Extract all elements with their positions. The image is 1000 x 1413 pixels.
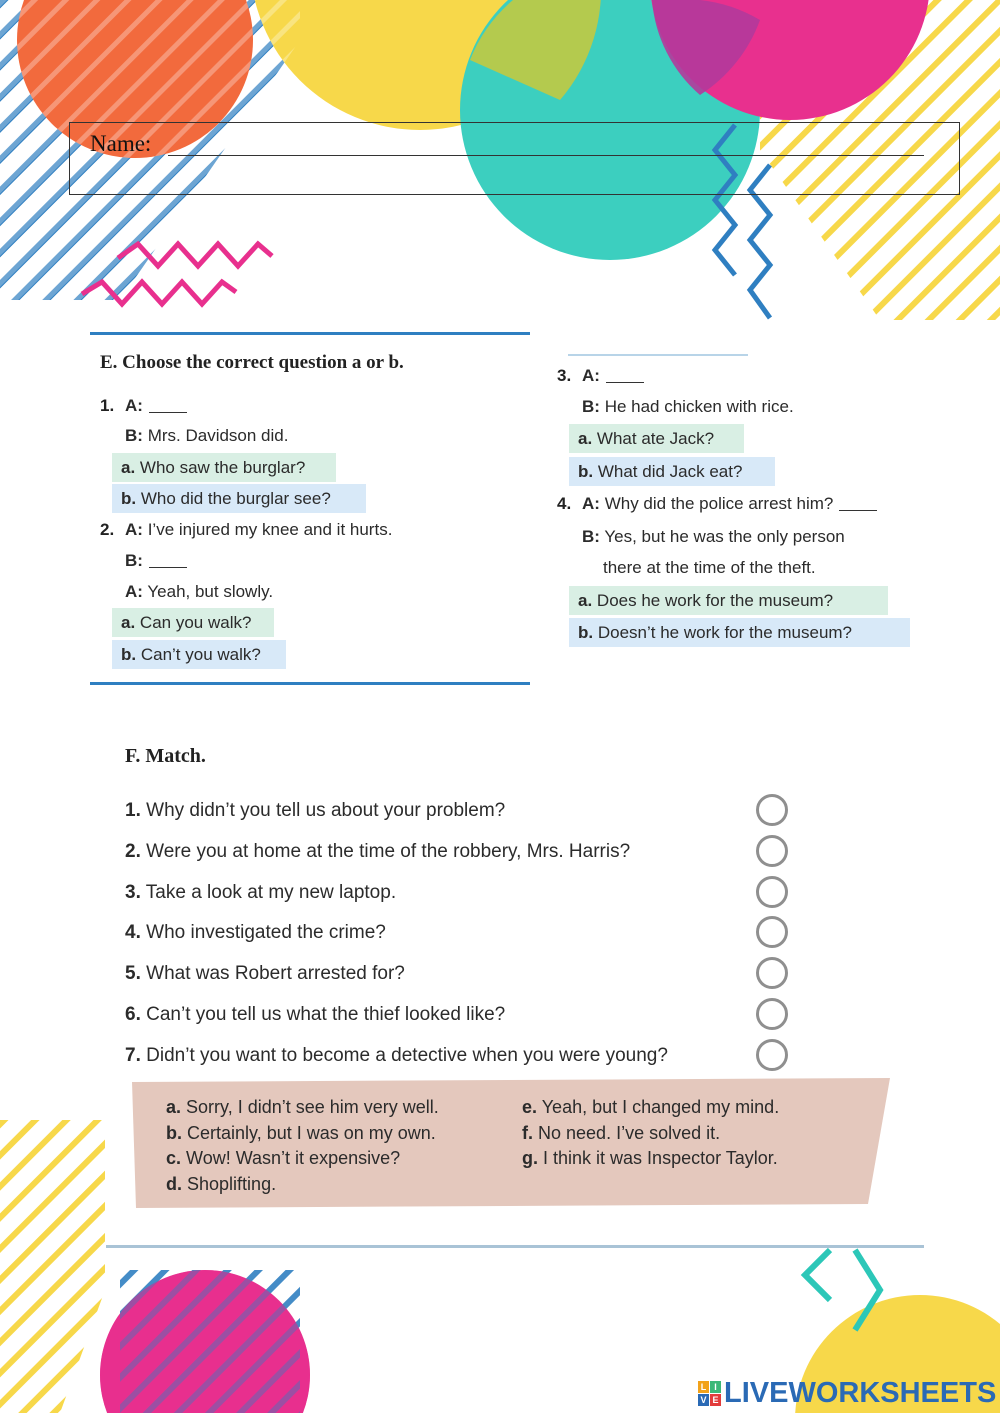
match-item-number: 5.: [125, 963, 141, 985]
q3-answer-blank[interactable]: [606, 381, 644, 383]
answer-option: [166, 1148, 400, 1169]
answer-option-key: f.: [522, 1122, 533, 1143]
logo-mark-icon: [698, 1381, 721, 1406]
match-item-number: 6.: [125, 1004, 141, 1025]
answer-option: [166, 1174, 276, 1195]
q2-option-a-text: Can you walk?: [139, 613, 252, 632]
q2-line-a: [125, 520, 392, 540]
match-item: [125, 963, 405, 985]
match-answer-circle[interactable]: [756, 794, 788, 826]
match-item-number: 4.: [125, 922, 141, 944]
q2-a-text: I’ve injured my knee and it hurts.: [147, 520, 393, 539]
q1-option-a-text: Who saw the burglar?: [139, 458, 306, 477]
yellow-stripes-bottom-left: [0, 1120, 105, 1413]
match-item-number: 7.: [125, 1044, 141, 1066]
name-label: Name:: [90, 131, 152, 156]
answer-option-text: I think it was Inspector Taylor.: [543, 1148, 778, 1168]
q1-option-a[interactable]: [112, 453, 336, 482]
match-item-number: 1.: [125, 800, 141, 821]
match-item: [125, 922, 386, 944]
q3-b-text: He had chicken with rice.: [604, 397, 794, 416]
q2-line-a2: [125, 582, 273, 602]
q4-b-label: B:: [582, 527, 600, 546]
section-e-top-rule: [90, 332, 530, 335]
match-item-text: Take a look at my new laptop.: [145, 881, 397, 903]
q4-line-b: [582, 527, 845, 547]
q2-option-a-key: a.: [121, 613, 136, 632]
q3-a-label: A:: [582, 366, 600, 385]
q3-line-b: [582, 397, 794, 417]
q2-answer-blank[interactable]: [149, 566, 187, 568]
q1-line-a: [125, 396, 187, 416]
match-answer-circle[interactable]: [756, 835, 788, 867]
answer-option: [166, 1097, 439, 1118]
q1-line-b: [125, 426, 288, 446]
answer-option-text: Shoplifting.: [187, 1173, 277, 1194]
match-item: [125, 1004, 505, 1026]
match-item-number: 2.: [125, 840, 141, 862]
match-item: [125, 800, 505, 822]
q2-a2-text: Yeah, but slowly.: [147, 582, 274, 601]
match-item: [125, 882, 396, 904]
match-item-number: 3.: [125, 881, 141, 903]
q2-a-label: A:: [125, 520, 143, 539]
q1-option-b-key: b.: [121, 489, 137, 508]
answer-options-box: [128, 1078, 894, 1210]
q2-line-b: [125, 551, 187, 571]
q4-option-b[interactable]: [569, 618, 910, 647]
q3-number: 3.: [557, 366, 572, 385]
answer-option: [522, 1123, 720, 1144]
answer-option-key: d.: [166, 1173, 182, 1194]
match-item: [125, 1045, 668, 1067]
teal-chevron-1: [805, 1250, 830, 1300]
logo-mark-i: I: [710, 1381, 721, 1393]
q2-option-b[interactable]: [112, 640, 286, 669]
answer-option-key: e.: [522, 1097, 538, 1117]
q1-answer-blank[interactable]: [149, 411, 187, 413]
answer-option: [522, 1097, 779, 1118]
q2-a2-label: A:: [125, 582, 143, 601]
match-answer-circle[interactable]: [756, 998, 788, 1030]
q4-answer-blank[interactable]: [839, 509, 877, 511]
q1-option-b-text: Who did the burglar see?: [140, 489, 331, 508]
answer-option-text: No need. I’ve solved it.: [538, 1122, 721, 1143]
match-item-text: What was Robert arrested for?: [146, 963, 405, 985]
q4-option-a-key: a.: [578, 591, 593, 610]
answer-option: [166, 1123, 436, 1144]
section-f-title: F. Match.: [125, 745, 206, 767]
logo-mark-l: L: [698, 1381, 709, 1393]
answer-option-text: Sorry, I didn’t see him very well.: [186, 1097, 439, 1117]
q1-a-label: A:: [125, 396, 143, 415]
q3-option-b[interactable]: [569, 457, 775, 486]
q3-line-a: [582, 366, 644, 386]
answer-option-text: Certainly, but I was on my own.: [187, 1122, 436, 1143]
q1-b-label: B:: [125, 426, 143, 445]
match-answer-circle[interactable]: [756, 957, 788, 989]
logo-mark-v: V: [698, 1394, 709, 1406]
q2-option-b-text: Can’t you walk?: [140, 645, 261, 664]
q1-option-b[interactable]: [112, 484, 366, 513]
answer-option-key: c.: [166, 1148, 182, 1168]
match-item-text: Why didn’t you tell us about your problem?: [146, 800, 506, 821]
section-e-title: E. Choose the correct question a or b.: [100, 352, 404, 373]
section-e-right-rule: [568, 354, 748, 356]
q3-option-a-text: What ate Jack?: [596, 429, 715, 448]
match-item-text: Didn’t you want to become a detective when you were young?: [146, 1044, 668, 1066]
q2-b-label: B:: [125, 551, 143, 570]
q3-option-b-key: b.: [578, 462, 594, 481]
q2-option-b-key: b.: [121, 645, 137, 664]
section-e-bottom-rule: [90, 682, 530, 685]
q4-option-a[interactable]: [569, 586, 888, 615]
logo-text: LIVEWORKSHEETS: [724, 1376, 997, 1409]
q4-a-label: A:: [582, 494, 600, 513]
match-item-text: Were you at home at the time of the robbery, Mrs. Harris?: [146, 840, 631, 862]
answer-option-text: Wow! Wasn’t it expensive?: [186, 1148, 401, 1168]
name-input-line[interactable]: [168, 155, 924, 156]
q4-a-text: Why did the police arrest him?: [604, 494, 834, 513]
q4-b-text: Yes, but he was the only person: [604, 527, 845, 546]
q4-option-a-text: Does he work for the museum?: [596, 591, 834, 610]
q1-number: 1.: [100, 396, 115, 415]
q4-option-b-text: Doesn’t he work for the museum?: [597, 623, 853, 642]
answer-option-key: b.: [166, 1122, 182, 1143]
q3-option-b-text: What did Jack eat?: [597, 462, 743, 481]
q4-line-a: [582, 494, 877, 514]
q1-b-text: Mrs. Davidson did.: [147, 426, 289, 445]
q2-number: 2.: [100, 520, 115, 539]
q4-number: 4.: [557, 494, 572, 513]
answer-option-key: g.: [522, 1148, 538, 1168]
q2-option-a[interactable]: [112, 608, 274, 637]
q4-option-b-key: b.: [578, 623, 594, 642]
section-f-bottom-rule: [106, 1245, 924, 1248]
name-box: [69, 122, 960, 195]
q1-option-a-key: a.: [121, 458, 136, 477]
liveworksheets-logo: [698, 1378, 996, 1408]
match-answer-circle[interactable]: [756, 1039, 788, 1071]
match-answer-circle[interactable]: [756, 876, 788, 908]
answer-option-text: Yeah, but I changed my mind.: [541, 1097, 780, 1117]
q3-b-label: B:: [582, 397, 600, 416]
match-item-text: Can’t you tell us what the thief looked like?: [146, 1004, 506, 1025]
q3-option-a-key: a.: [578, 429, 593, 448]
answer-option: [522, 1148, 778, 1169]
q3-option-a[interactable]: [569, 424, 744, 453]
logo-mark-e: E: [710, 1394, 721, 1406]
match-item: [125, 841, 630, 863]
q4-line-b2: there at the time of the theft.: [603, 558, 816, 577]
match-item-text: Who investigated the crime?: [146, 922, 386, 944]
answer-option-key: a.: [166, 1097, 182, 1117]
